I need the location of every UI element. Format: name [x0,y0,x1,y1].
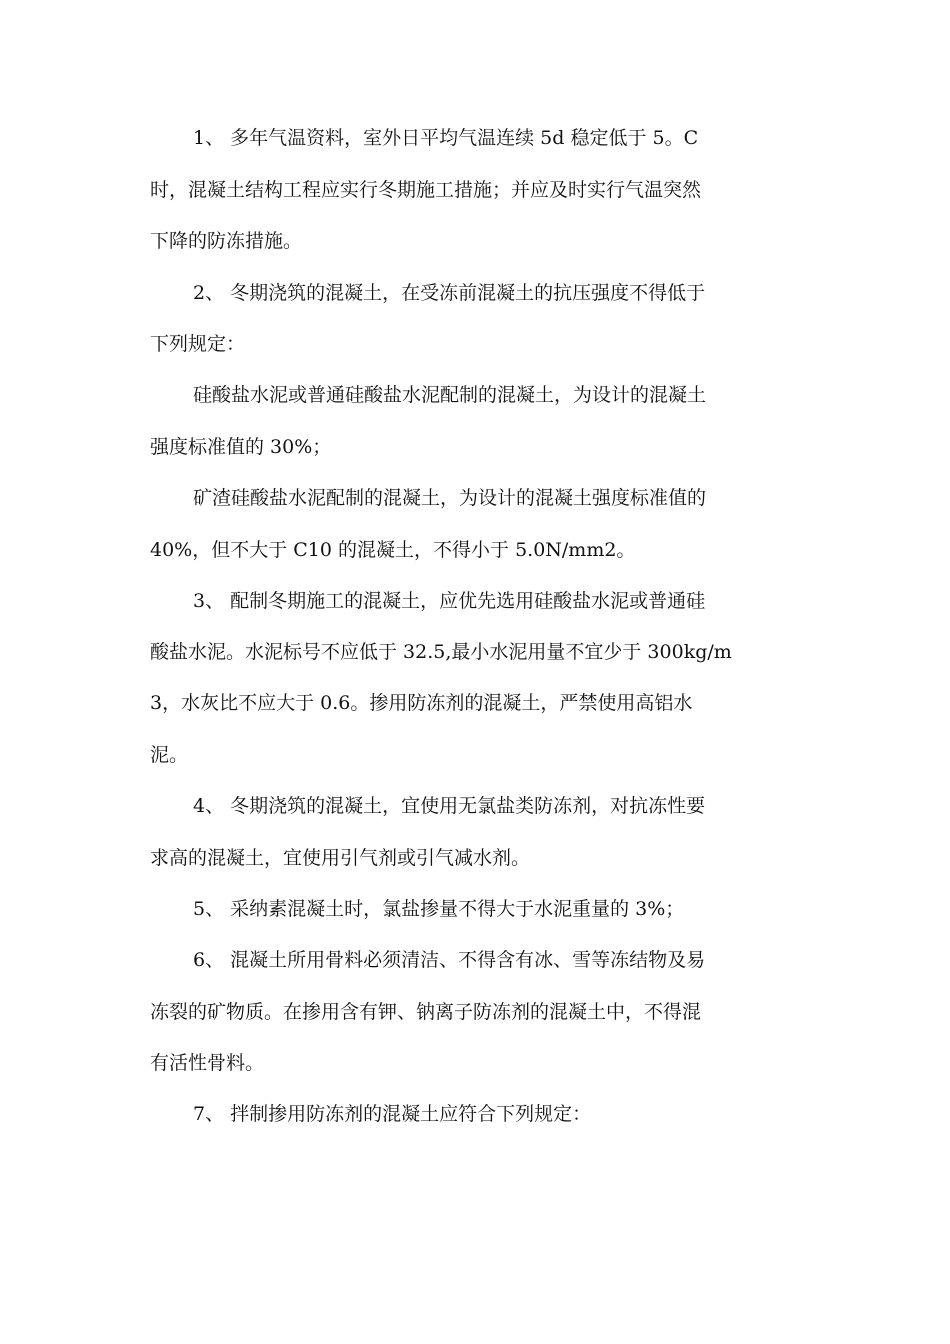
paragraph-1-line-1: 1、 多年气温资料，室外日平均气温连续 5d 稳定低于 5。C [193,127,699,149]
paragraph-1-line-2: 时，混凝土结构工程应实行冬期施工措施；并应及时实行气温突然 [150,179,702,201]
paragraph-2-line-1: 2、 冬期浇筑的混凝土，在受冻前混凝土的抗压强度不得低于 [193,282,706,304]
paragraph-5-line-2: 酸盐水泥。水泥标号不应低于 32.5,最小水泥用量不宜少于 300kg/m [150,641,732,663]
paragraph-5-line-4: 泥。 [150,744,189,766]
paragraph-5-line-1: 3、 配制冬期施工的混凝土，应优先选用硅酸盐水泥或普通硅 [193,590,706,612]
paragraph-8-line-2: 冻裂的矿物质。在掺用含有钾、钠离子防冻剂的混凝土中，不得混 [150,1001,702,1023]
paragraph-8-line-3: 有活性骨料。 [150,1052,265,1074]
paragraph-3-line-2: 强度标准值的 30%； [150,436,332,458]
paragraph-1-line-3: 下降的防冻措施。 [150,230,303,252]
paragraph-5-line-3: 3，水灰比不应大于 0.6。掺用防冻剂的混凝土，严禁使用高铝水 [150,692,693,714]
paragraph-7-line-1: 5、 采纳素混凝土时，氯盐掺量不得大于水泥重量的 3%； [193,898,685,920]
paragraph-4-line-1: 矿渣硅酸盐水泥配制的混凝土，为设计的混凝土强度标准值的 [193,487,707,509]
paragraph-2-line-2: 下列规定： [150,333,246,355]
paragraph-8-line-1: 6、 混凝土所用骨料必须清洁、不得含有冰、雪等冻结物及易 [193,949,706,971]
paragraph-6-line-1: 4、 冬期浇筑的混凝土，宜使用无氯盐类防冻剂，对抗冻性要 [193,795,706,817]
paragraph-9-line-1: 7、 拌制掺用防冻剂的混凝土应符合下列规定： [193,1103,592,1125]
paragraph-4-line-2: 40%，但不大于 C10 的混凝土，不得小于 5.0N/mm2。 [150,539,636,561]
paragraph-6-line-2: 求高的混凝土，宜使用引气剂或引气减水剂。 [150,847,531,869]
paragraph-3-line-1: 硅酸盐水泥或普通硅酸盐水泥配制的混凝土，为设计的混凝土 [193,384,707,406]
